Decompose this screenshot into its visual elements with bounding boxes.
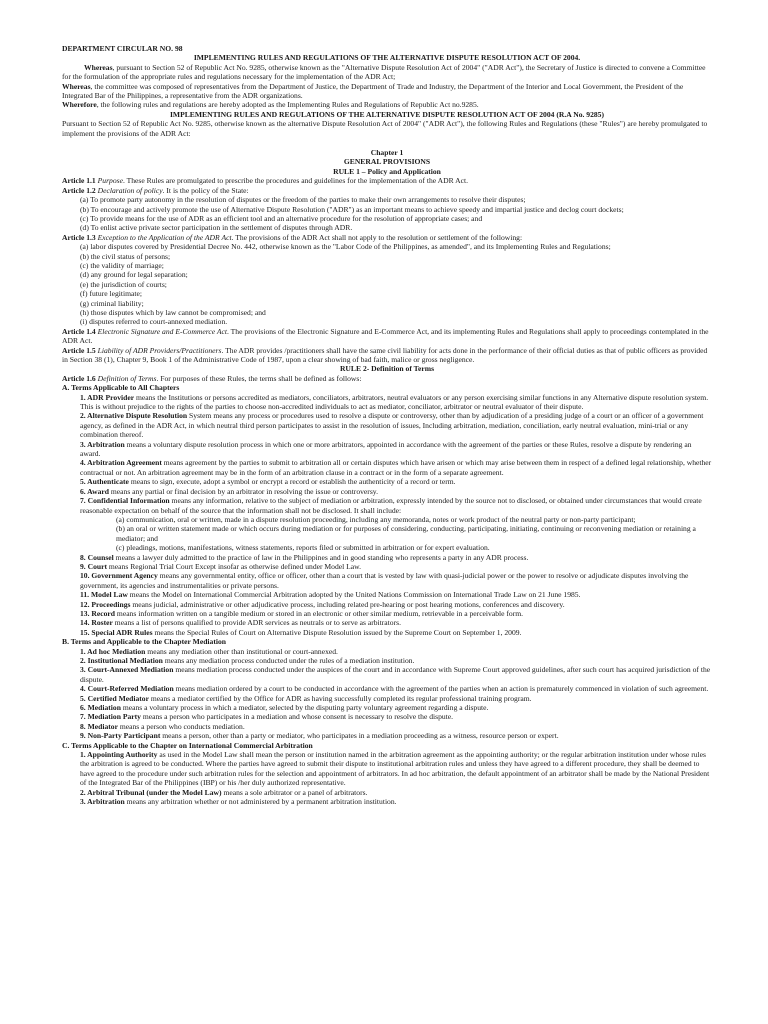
article-title: Definition of Terms	[97, 373, 157, 383]
list-item: (b) To encourage and actively promote the use of Alternative Dispute Resolution ("ADR") as an important means to achieve speedy and impartial justice and declog court dockets;	[80, 204, 624, 214]
document-title: IMPLEMENTING RULES AND REGULATIONS OF THE ALTERNATIVE DISPUTE RESOLUTION ACT OF 2004.	[193, 53, 581, 63]
definition-item	[80, 590, 712, 599]
article-number: Article 1.1	[62, 176, 96, 186]
whereas-clauses	[62, 63, 712, 110]
definition-text: means a person who conducts mediation.	[117, 721, 245, 731]
list-item: (a) labor disputes covered by Presidential Decree No. 442, otherwise known as the "Labor Code of the Philippines, as amended", and its Implementing Rules and Regulations;	[80, 242, 611, 252]
definitions-a	[62, 393, 712, 515]
definition-text: means any partial or final decision by an arbitrator in resolving the issue or controversy.	[108, 486, 378, 496]
definition-text: means any governmental entity, office or officer, other than a court that is vested by law with quasi-judicial power or the power to resolve or adjudicate disputes involving the government, its agencies and instrumentalities or private persons.	[80, 571, 689, 590]
list-item: (d) any ground for legal separation;	[80, 270, 188, 280]
article-text: . For purposes of these Rules, the terms shall be defined as follows:	[156, 373, 362, 383]
definition-item	[80, 393, 712, 412]
definition-text: means mediation process conducted under the auspices of the court and in accordance with Supreme Court approved guidelines, after such court has acquired jurisdiction of the dispute.	[80, 665, 711, 684]
article-number: Article 1.5	[62, 345, 96, 355]
article-1-4	[62, 327, 712, 346]
article-text: . The provisions of the ADR Act shall not apply to the resolution or settlement of the following:	[231, 232, 523, 242]
definition-term: 1. ADR Provider	[80, 392, 135, 402]
list-item: (d) To enlist active private sector participation in the settlement of disputes through ADR.	[80, 223, 353, 233]
definition-term: 6. Mediation	[80, 703, 121, 713]
definition-term: 7. Confidential Information	[80, 496, 170, 506]
definition-text: means a voluntary process in which a mediator, selected by the disputing party voluntary agreement regarding a dispute.	[120, 703, 489, 713]
definition-item	[80, 571, 712, 590]
exception-list	[62, 242, 712, 327]
definition-term: 6. Award	[80, 486, 109, 496]
definition-item	[80, 609, 712, 618]
clause-lead: Wherefore	[62, 100, 97, 110]
definition-text: means judicial, administrative or other adjudicative process, including related pre-hearing or post hearing motions, conferences and discovery.	[130, 599, 565, 609]
definition-text: means any information, relative to the subject of mediation or arbitration, expressly intended by the source not to disclosed, or obtained under circumstances that would create reasonable expectation on behalf of the source that the information shall not be disclosed. It shall include:	[80, 496, 702, 515]
definition-text: means a lawyer duly admitted to the practice of law in the Philippines and in good standing who represents a party in any ADR process.	[113, 552, 529, 562]
definition-item	[80, 411, 712, 439]
definition-term: 14. Roster	[80, 618, 113, 628]
list-item: (b) the civil status of persons;	[80, 251, 171, 261]
definition-item	[80, 656, 712, 665]
definition-text: means a sole arbitrator or a panel of arbitrators.	[221, 787, 368, 797]
definition-text: means a list of persons qualified to provide ADR services as neutrals or to serve as arbitrators.	[112, 618, 401, 628]
list-item: (f) future legitimate;	[80, 289, 142, 299]
definition-term: 13. Record	[80, 608, 116, 618]
definition-item	[80, 600, 712, 609]
article-title: Electronic Signature and E-Commerce Act	[97, 326, 227, 336]
article-text: . The provisions of the Electronic Signature and E-Commerce Act, and its implementing Rules and Regulations shall apply to proceedings contemplated in the ADR Act.	[62, 326, 709, 346]
list-item: (b) an oral or written statement made or which occurs during mediation or for purposes of considering, conducting, participating, initiating, continuing or reconvening mediation or retaining a mediator; and	[116, 524, 696, 543]
list-item: (c) pleadings, motions, manifestations, witness statements, reports filed or submitted in arbitration or for expert evaluation.	[116, 543, 490, 553]
definition-term: 2. Arbitral Tribunal (under the Model Law)	[80, 787, 222, 797]
definition-text: means a voluntary dispute resolution process in which one or more arbitrators, appointed in accordance with the agreement of the parties or these Rules, resolve a dispute by rendering an award.	[80, 439, 692, 459]
rule-heading: RULE 1 – Policy and Application	[333, 166, 441, 176]
definition-text: means to sign, execute, adopt a symbol or encrypt a record or establish the authenticity of a record or term.	[128, 477, 456, 487]
definition-term: 5. Certified Mediator	[80, 693, 149, 703]
definition-term: 8. Counsel	[80, 552, 114, 562]
definition-term: 4. Arbitration Agreement	[80, 458, 162, 468]
definition-term: 4. Court-Referred Mediation	[80, 684, 174, 694]
definition-item	[80, 712, 712, 721]
list-item: (a) communication, oral or written, made in a dispute resolution proceeding, including any memoranda, notes or work product of the neutral party or non-party participant;	[116, 514, 636, 524]
definition-text: means a mediator certified by the Office for ADR as having successfully completed its regular professional training program.	[148, 693, 532, 703]
list-item: (e) the jurisdiction of courts;	[80, 279, 167, 289]
definition-term: 11. Model Law	[80, 590, 128, 600]
definition-item	[80, 562, 712, 571]
list-item: (c) To provide means for the use of ADR as an efficient tool and an alternative procedure for the resolution of appropriate cases; and	[80, 213, 483, 223]
article-1-1	[62, 176, 712, 185]
article-number: Article 1.6	[62, 373, 96, 383]
clause-text: , the committee was composed of representatives from the Department of Justice, the Department of Trade and Industry, the Department of the Interior and Local Government, the President of the Integrated Bar of the Philippines, a representative from the ADR organizations.	[62, 81, 684, 101]
section-heading-c: C. Terms Applicable to the Chapter on International Commercial Arbitration	[62, 740, 313, 750]
definition-item	[80, 750, 712, 788]
definition-text: means the Special Rules of Court on Alternative Dispute Resolution issued by the Supreme Court on September 1, 2009.	[152, 627, 522, 637]
clause-text: , the following rules and regulations are hereby adopted as the Implementing Rules and Regulations of Republic Act no.9285.	[96, 100, 479, 110]
whereas-clause	[62, 82, 712, 101]
definition-term: 2. Institutional Mediation	[80, 656, 163, 665]
definition-term: 10. Government Agency	[80, 571, 158, 581]
definition-item	[80, 788, 712, 797]
definition-item	[80, 703, 712, 712]
chapter-title: GENERAL PROVISIONS	[343, 157, 431, 167]
confidential-list	[62, 515, 712, 553]
wherefore-clause	[62, 100, 712, 109]
definitions-c	[62, 750, 712, 806]
definitions-b	[62, 647, 712, 741]
definition-item	[80, 628, 712, 637]
definition-item	[80, 647, 712, 656]
definition-text: means the Model on International Commercial Arbitration adopted by the United Nations Commission on International Trade Law on 21 June 1985.	[127, 590, 581, 600]
definition-term: 5. Authenticate	[80, 477, 129, 487]
definition-item	[80, 553, 712, 562]
circular-number: DEPARTMENT CIRCULAR NO. 98	[62, 44, 183, 53]
definition-text: System means any process or procedures used to resolve a dispute or controversy, other than by adjudication of a presiding judge of a court or an officer of a government agency, as defined in the ADR Act, in which neutral third person participates to assist in the resolution of issues, Including arbitration, mediation, conciliation, early neutral evaluation, mini-trial or any combination thereof.	[80, 411, 704, 440]
article-1-3	[62, 233, 712, 242]
definition-text: means any mediation other than institutional or court-annexed.	[145, 646, 338, 656]
article-text: . These Rules are promulgated to prescribe the procedures and guidelines for the implementation of the ADR Act.	[122, 176, 469, 186]
definition-term: 1. Appointing Authority	[80, 750, 158, 760]
article-number: Article 1.2	[62, 185, 96, 195]
definition-text: means mediation ordered by a court to be conducted in accordance with the agreement of the parties when an action is prematurely commenced in violation of such agreement.	[173, 684, 709, 694]
definition-term: 1. Ad hoc Mediation	[80, 646, 146, 656]
list-item: (c) the validity of marriage;	[80, 260, 164, 270]
definition-term: 15. Special ADR Rules	[80, 627, 153, 637]
definition-item	[80, 797, 712, 806]
section-heading-b: B. Terms and Applicable to the Chapter Mediation	[62, 637, 226, 647]
definition-text: means any mediation process conducted under the rules of a mediation institution.	[162, 656, 415, 665]
definition-term: 8. Mediator	[80, 721, 118, 731]
definition-term: 3. Arbitration	[80, 439, 125, 449]
definition-term: 3. Court-Annexed Mediation	[80, 665, 174, 675]
definition-item	[80, 618, 712, 627]
article-title: Declaration of policy	[97, 185, 163, 195]
article-number: Article 1.4	[62, 326, 96, 336]
definitions-a-continued	[62, 553, 712, 638]
definition-term: 7. Mediation Party	[80, 712, 141, 722]
list-item: (h) those disputes which by law cannot be compromised; and	[80, 307, 266, 317]
definition-text: means the Institutions or persons accredited as mediators, conciliators, arbitrators, neutral evaluators or any person exercising similar functions in any Alternative dispute resolution system. This is without prejudice to the rights of the parties to choose non-accredited individuals to act as mediator, conciliator, arbitrator or neutral evaluator of their dispute.	[80, 392, 709, 412]
definition-text: means agreement by the parties to submit to arbitration all or certain disputes which have arisen or which may arise between them in respect of a defined legal relationship, whether contractual or not. An arbitration agreement may be in the form of an arbitration clause in a contract or in the form of a separate agreement.	[80, 458, 712, 477]
section-heading-a: A. Terms Applicable to All Chapters	[62, 383, 180, 393]
article-title: Purpose	[97, 176, 123, 186]
article-1-2	[62, 186, 712, 195]
definition-term: 9. Non-Party Participant	[80, 731, 161, 741]
definition-item	[80, 496, 712, 515]
definition-text: means any arbitration whether or not administered by a permanent arbitration institution.	[124, 797, 397, 807]
irr-title: IMPLEMENTING RULES AND REGULATIONS OF THE ALTERNATIVE DISPUTE RESOLUTION ACT OF 2004 (R.A No. 9285)	[169, 109, 605, 119]
definition-text: means Regional Trial Court Except insofar as otherwise defined under Model Law.	[107, 561, 362, 571]
whereas-clause	[62, 63, 712, 82]
definition-item	[80, 665, 712, 684]
definition-item	[80, 694, 712, 703]
list-item: (i) disputes referred to court-annexed mediation.	[80, 317, 228, 327]
definition-text: means a person, other than a party or mediator, who participates in a mediation proceeding as a witness, resource person or expert.	[160, 731, 559, 741]
article-text: . The ADR provides /practitioners shall have the same civil liability for acts done in the performance of their official duties as that of public officers as provided in Section 38 (1), Chapter 9, Book 1 of the Administrative Code of 1987, upon a clear showing of bad faith, malice or gross negligence.	[62, 345, 708, 364]
definition-text: means information written on a tangible medium or stored in an electronic or other similar medium, retrievable in a perceivable form.	[115, 608, 524, 618]
definition-item	[80, 458, 712, 477]
definition-item	[80, 440, 712, 459]
definition-term: 12. Proceedings	[80, 599, 131, 609]
definition-item	[80, 477, 712, 486]
list-item: (a) To promote party autonomy in the resolution of disputes or the freedom of the parties to make their own arrangements to resolve their disputes;	[80, 195, 526, 205]
definition-term: 2. Alternative Dispute Resolution	[80, 411, 188, 421]
policy-list	[62, 195, 712, 233]
definition-item	[80, 684, 712, 693]
definition-item	[80, 731, 712, 740]
chapter-number: Chapter 1	[370, 148, 404, 158]
document-page	[62, 44, 712, 807]
definition-text: means a person who participates in a mediation and whose consent is necessary to resolve the dispute.	[140, 712, 454, 722]
clause-lead: Whereas	[62, 81, 91, 91]
article-number: Article 1.3	[62, 232, 96, 242]
preamble: Pursuant to Section 52 of Republic Act No. 9285, otherwise known as the alternative Dispute Resolution Act of 2004" ("ADR Act"), the following Rules and Regulations (these "Rules") are hereby promulgated to implement the provisions of the ADR Act:	[62, 119, 708, 138]
rule-heading: RULE 2- Definition of Terms	[339, 364, 435, 374]
article-text: . It is the policy of the State:	[162, 185, 249, 195]
definition-text: as used in the Model Law shall mean the person or institution named in the arbitration agreement as the appointing authority; or the regular arbitration institution under whose rules the arbitration is agreed to be conducted. Where the parties have agreed to submit their dispute to institutional arbitration rules and unless they have agreed to a different procedure, they shall be deemed to have agreed to the procedure under such arbitration rules for the selection and appointment of arbitrators. In ad hoc arbitration, the default appointment of an arbitrator shall be made by the National President of the Integrated Bar of the Philippines (IBP) or his /her duly authorized representative.	[80, 750, 710, 788]
clause-lead: Whereas	[84, 62, 113, 72]
article-title: Exception to the Application of the ADR Act	[97, 232, 232, 242]
article-1-6	[62, 374, 712, 383]
definition-term: 3. Arbitration	[80, 797, 125, 807]
article-1-5	[62, 346, 712, 365]
article-title: Liability of ADR Providers/Practitioners	[97, 345, 222, 355]
definition-term: 9. Court	[80, 561, 107, 571]
definition-item	[80, 722, 712, 731]
definition-item	[80, 487, 712, 496]
clause-text: , pursuant to Section 52 of Republic Act No. 9285, otherwise known as the "Alternative Dispute Resolution Act of 2004" ("ADR Act"), the Secretary of Justice is directed to convene a Committee for the formulation of the appropriate rules and regulations necessary for the implementation of the ADR Act;	[62, 62, 706, 82]
list-item: (g) criminal liability;	[80, 298, 144, 308]
